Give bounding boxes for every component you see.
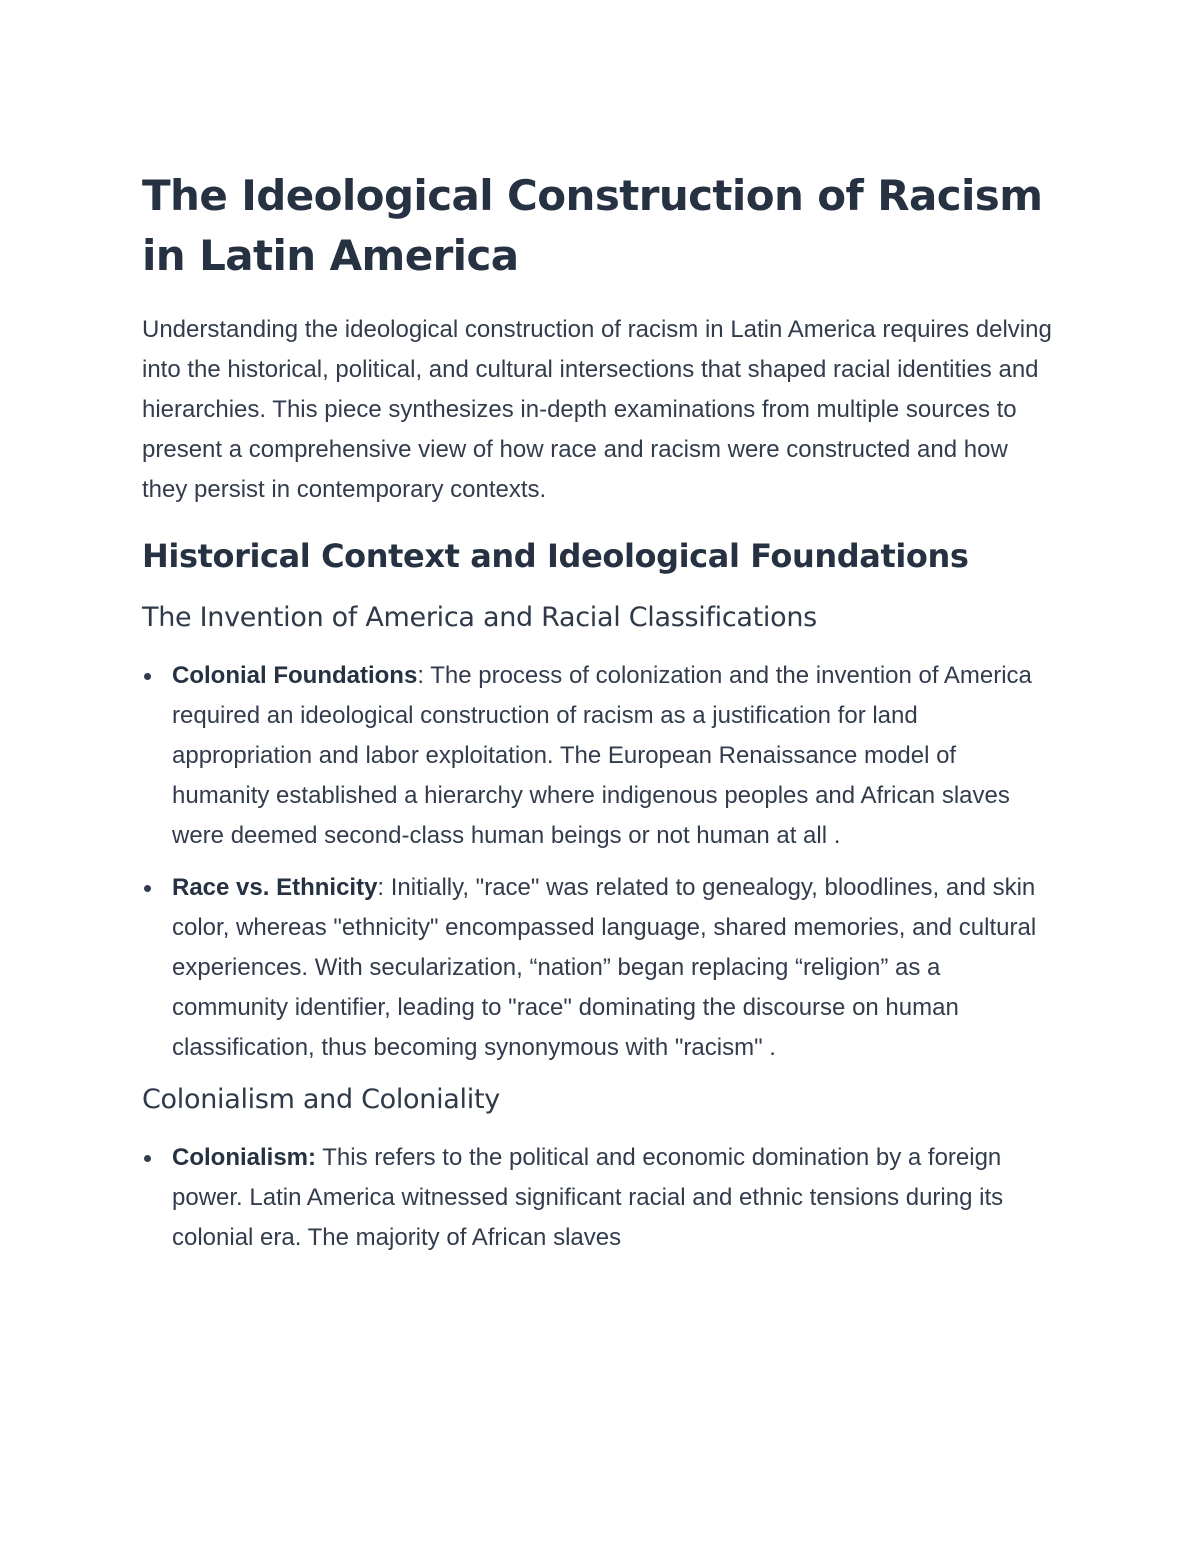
list-item-term: Race vs. Ethnicity	[172, 874, 378, 901]
bullet-list-invention	[142, 656, 1057, 1068]
subsection-heading-invention: The Invention of America and Racial Classifications	[142, 602, 817, 633]
list-item-text: This refers to the political and economic domination by a foreign power. Latin America witnessed significant racial and ethnic tensions during its colonial era. The majority of African slaves	[172, 1144, 1004, 1251]
section-heading: Historical Context and Ideological Foundations	[142, 537, 969, 575]
list-item	[142, 1138, 1057, 1258]
list-item	[142, 656, 1057, 856]
bullet-list-colonialism	[142, 1138, 1057, 1258]
document-page	[142, 166, 1057, 1270]
list-item-term: Colonial Foundations	[172, 662, 418, 689]
subsection-heading-colonialism: Colonialism and Coloniality	[142, 1084, 500, 1115]
intro-paragraph: Understanding the ideological construction of racism in Latin America requires delving into the historical, political, and cultural intersections that shaped racial identities and hierarchies. This piece synthesizes in-depth examinations from multiple sources to present a comprehensive view of how race and racism were constructed and how they persist in contemporary contexts.	[142, 316, 1052, 503]
list-item-separator: :	[417, 662, 424, 689]
list-item-separator: :	[377, 874, 385, 901]
document-title: The Ideological Construction of Racism in Latin America	[142, 171, 1043, 280]
list-item-text: Initially, "race" was related to genealogy, bloodlines, and skin color, whereas "ethnicity" encompassed language, shared memories, and cultural experiences. With secularization, “nation” began replacing “religion” as a community identifier, leading to "race" dominating the discourse on human classification, thus becoming synonymous with "racism" .	[172, 874, 1037, 1061]
bullet-icon	[144, 1155, 151, 1162]
bullet-icon	[144, 673, 151, 680]
list-item	[142, 868, 1057, 1068]
list-item-text: The process of colonization and the invention of America required an ideological construction of racism as a justification for land appropriation and labor exploitation. The European Renaissance model of humanity established a hierarchy where indigenous peoples and African slaves were deemed second-class human beings or not human at all .	[172, 662, 1032, 849]
bullet-icon	[144, 885, 151, 892]
list-item-term: Colonialism:	[172, 1144, 317, 1171]
